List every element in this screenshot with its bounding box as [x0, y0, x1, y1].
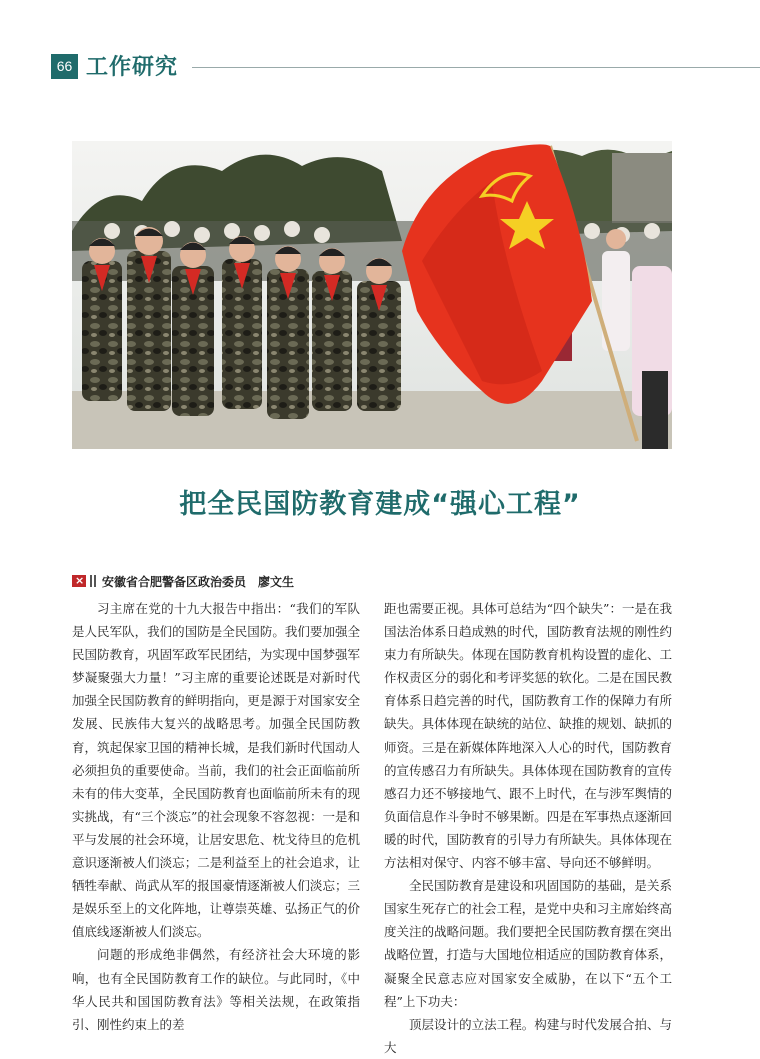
byline-author: 廖文生 [258, 575, 295, 589]
header-rule [192, 67, 760, 68]
paragraph: 距也需要正视。具体可总结为“四个缺失”：一是在我国法治体系日趋成熟的时代，国防教育法规的刚性约束力有所缺失。体现在国防教育机构设置的虚化、工作权责区分的弱化和考评奖惩的软化。二是在国民教育体系日趋完善的时代，国防教育工作的保障力有所缺失。具体体现在缺统的站位、缺推的规划、缺抓的师资。三是在新媒体阵地深入人心的时代，国防教育的宣传感召力有所缺失。具体体现在国防教育的宣传感召力还不够接地气、跟不上时代，在与涉军舆情的负面信息作斗争时不够果断。四是在军事热点逐渐回暖的时代，国防教育的引导力有所缺失。具体体现在方法相对保守、内容不够丰富、导向还不够鲜明。 [384, 601, 672, 871]
paragraph: 问题的形成绝非偶然，有经济社会大环境的影响，也有全民国防教育工作的缺位。与此同时，《中华人民共和国国防教育法》等相关法规，在政策指引、刚性约束上的差 [72, 947, 360, 1032]
article-title: 把全民国防教育建成“强心工程” [179, 489, 581, 520]
paragraph: 习主席在党的十九大报告中指出：“我们的军队是人民军队，我们的国防是全民国防。我们要加强全民国防教育，巩固军政军民团结，为实现中国梦强军梦凝聚强大力量！”习主席的重要论述既是对新时代加强全民国防教育的鲜明指向，更是源于对国家安全发展、民族伟大复兴的战略思考。加强全民国防教育，筑起保家卫国的精神长城，是我们新时代国动人必须担负的重要使命。当前，我们的社会正面临前所未有的伟大变革，全民国防教育也面临前所未有的现实挑战，有“三个淡忘”的社会现象不容忽视：一是和平与发展的社会环境，让居安思危、枕戈待旦的危机意识逐渐被人们淡忘；二是利益至上的社会追求，让牺牲奉献、尚武从军的报国豪情逐渐被人们淡忘；三是娱乐至上的文化阵地，让尊崇英雄、弘扬正气的价值底线逐渐被人们淡忘。 [72, 601, 360, 940]
right-column [384, 597, 672, 1059]
paragraph: 全民国防教育是建设和巩固国防的基础，是关系国家生死存亡的社会工程，是党中央和习主席始终高度关注的战略问题。我们要把全民国防教育摆在突出战略位置，打造与大国地位相适应的国防教育体系，凝聚全民意志应对国家安全威胁，在以下“五个工程”上下功夫： [384, 878, 672, 1009]
photo-children-with-young-pioneers-flag-icon [72, 141, 672, 449]
byline-affiliation: 安徽省合肥警备区政治委员 [102, 575, 247, 589]
byline [72, 573, 672, 591]
article-photo [72, 141, 672, 449]
byline-divider-icon [90, 575, 96, 587]
byline-mark-icon [72, 575, 86, 587]
page-number: 66 [51, 54, 78, 79]
left-column [72, 597, 360, 1036]
section-title: 工作研究 [86, 55, 179, 80]
paragraph: 顶层设计的立法工程。构建与时代发展合拍、与大 [384, 1016, 672, 1055]
